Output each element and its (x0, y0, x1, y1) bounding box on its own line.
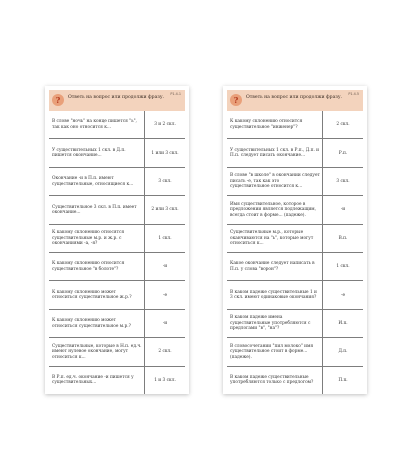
card-code: Р1.4.1 (170, 92, 181, 96)
answer-cell: -е (163, 292, 167, 298)
question-table (227, 111, 363, 394)
table-row (227, 367, 363, 394)
card-title: Ответь на вопрос или продолжи фразу. (246, 95, 343, 100)
table-row (227, 111, 363, 139)
answer-cell: 3 и 2 скл. (154, 122, 176, 128)
table-row (49, 196, 185, 224)
question-cell: У существительных 1 скл. в Д.п. пишется окончание... (49, 139, 145, 166)
question-table (49, 111, 185, 394)
table-row (227, 196, 363, 224)
question-cell: К какому склонению может относиться существительное ж.р.? (49, 281, 145, 308)
question-cell: К какому склонению относятся существительные м.р. и ж.р. с окончаниями -а, -я? (49, 225, 145, 252)
question-icon: ? (230, 94, 242, 106)
question-cell: Какое окончание следует написать в П.п. у слова "ворон"? (227, 253, 323, 280)
card-code: Р1.4.5 (348, 92, 359, 96)
answer-cell: 3 скл. (336, 179, 350, 185)
table-row (227, 281, 363, 309)
question-cell: К какому склонению может относиться существительное м.р.? (49, 310, 145, 337)
answer-cell: 3 скл. (158, 179, 172, 185)
answer-cell: 1 скл. (158, 235, 172, 241)
answer-cell: -е (341, 292, 345, 298)
question-cell: Окончание -и в П.п. имеют существительные, относящиеся к... (49, 168, 145, 195)
question-icon: ? (52, 94, 64, 106)
question-cell: К какому склонению относится существительное "в болоте"? (49, 253, 145, 280)
answer-cell: Д.п. (338, 349, 348, 355)
table-row (49, 111, 185, 139)
card-right (223, 86, 367, 394)
answer-cell: 2 скл. (158, 349, 172, 355)
question-cell: В каком падеже существительные 1 и 3 скл. имеют одинаковые окончания? (227, 281, 323, 308)
question-cell: Существительные, которые в Н.п. ед.ч. имеют нулевое окончание, могут относиться к... (49, 338, 145, 365)
table-row (227, 310, 363, 338)
question-cell: В каком падеже существительные употребляются только с предлогом? (227, 367, 323, 394)
table-row (49, 281, 185, 309)
table-row (49, 225, 185, 253)
question-cell: В слове "в школе" в окончании следует писать -е, так как это существительное относится к... (227, 168, 323, 195)
card-header (227, 90, 363, 111)
question-cell: В словосочетании "пил молоко" имя существительное стоит в форме... (падеже). (227, 338, 323, 365)
answer-cell: Р.п. (338, 150, 348, 156)
table-row (49, 367, 185, 394)
question-cell: У существительных 1 скл. в Р.п., Д.п. и П.п. следует писать окончание... (227, 139, 323, 166)
question-cell: В Р.п. ед.ч. окончание -и пишется у существительных... (49, 367, 145, 394)
question-cell: В слове "ночь" на конце пишется "ь", так как оно относится к... (49, 111, 145, 138)
table-row (227, 338, 363, 366)
answer-cell: 2 скл. (336, 122, 350, 128)
question-cell: К какому склонению относится существительное "инженер"? (227, 111, 323, 138)
question-cell: Существительное 3 скл. в П.п. имеет окончание... (49, 196, 145, 223)
card-left (45, 86, 189, 394)
answer-cell: -и (162, 321, 168, 327)
table-row (49, 338, 185, 366)
answer-cell: 1 и 3 скл. (154, 377, 176, 383)
question-cell: Имя существительное, которое в предложении является подлежащим, всегда стоит в форме... (падеже). (227, 196, 323, 223)
table-row (227, 253, 363, 281)
question-cell: В каком падеже имена существительные употребляются с предлогами "в", "на"? (227, 310, 323, 337)
table-row (227, 225, 363, 253)
table-row (49, 310, 185, 338)
table-row (227, 139, 363, 167)
answer-cell: И.п. (338, 321, 348, 327)
answer-cell: П.п. (338, 377, 348, 383)
answer-cell: -и (162, 264, 168, 270)
table-row (49, 253, 185, 281)
answer-cell: -и (340, 207, 346, 213)
answer-cell: В.п. (338, 235, 348, 241)
table-row (49, 168, 185, 196)
card-title: Ответь на вопрос или продолжи фразу. (68, 95, 165, 100)
answer-cell: 2 или 3 скл. (151, 207, 179, 213)
answer-cell: 1 или 3 скл. (151, 150, 179, 156)
table-row (227, 168, 363, 196)
table-row (49, 139, 185, 167)
answer-cell: 1 скл. (336, 264, 350, 270)
card-header (49, 90, 185, 111)
question-cell: Существительные м.р., которые оканчиваются на "ь", которые могут относиться к... (227, 225, 323, 252)
